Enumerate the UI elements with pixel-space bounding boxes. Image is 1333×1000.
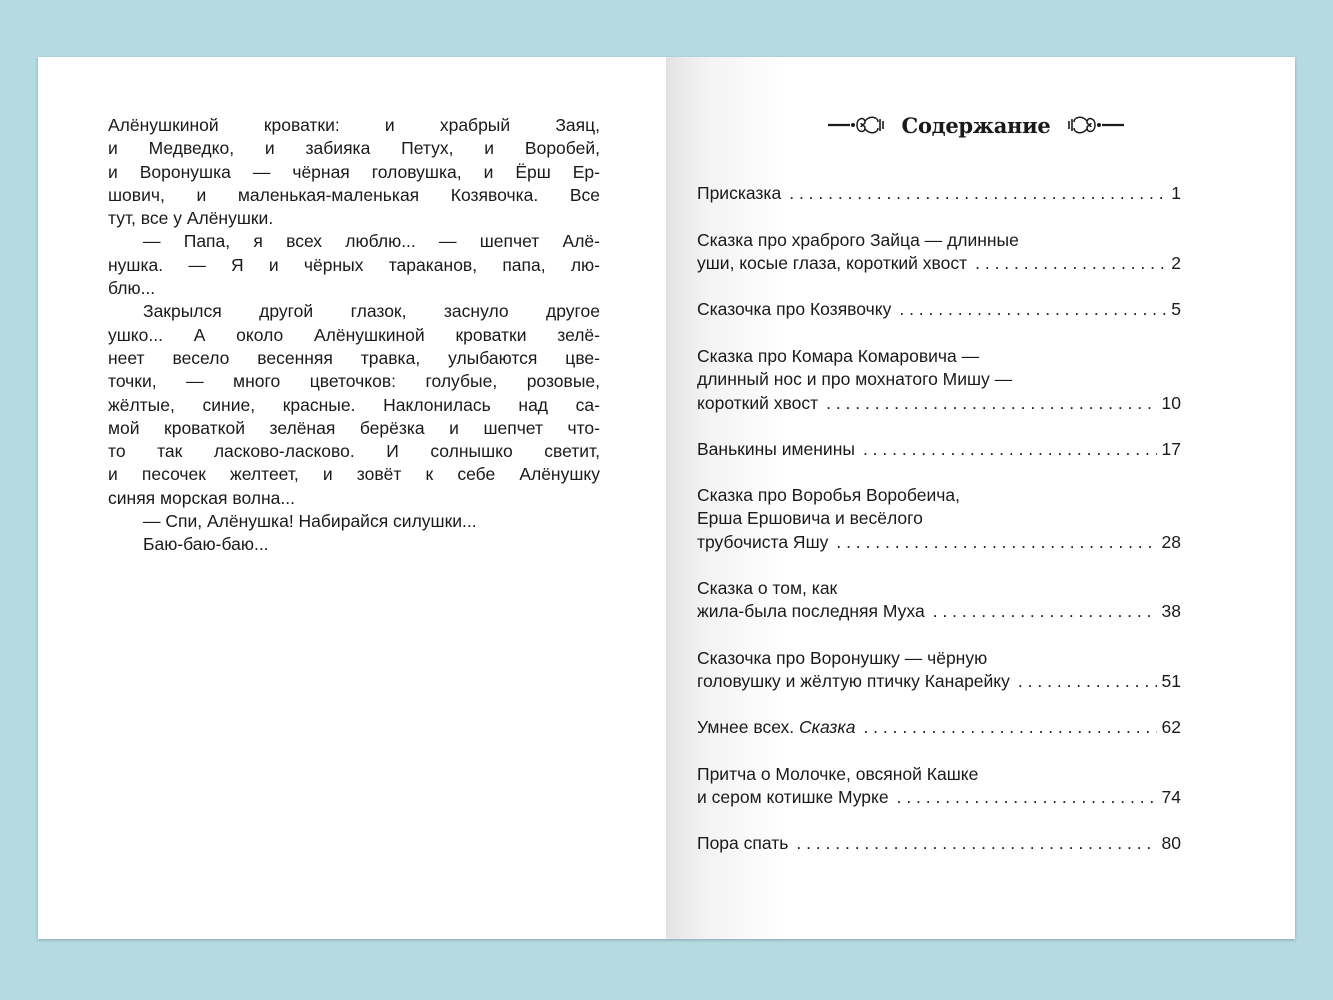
right-ornament-icon — [1064, 112, 1124, 138]
story-text — [108, 114, 600, 557]
toc-entry-page: 28 — [1161, 531, 1181, 552]
text-line: и Воронушка — чёрная головушка, и Ёрш Ер- — [108, 161, 600, 182]
toc-entry-2[interactable] — [697, 229, 1181, 276]
text-line: и Медведко, и забияка Петух, и Воробей, — [108, 138, 600, 159]
text-line: блю... — [108, 278, 156, 299]
toc-entry-title: жила-была последняя Муха — [697, 601, 925, 622]
toc-entry-4[interactable] — [697, 345, 1181, 415]
toc-entry-title: трубочиста Яшу — [697, 531, 829, 552]
toc-entry-10[interactable] — [697, 763, 1181, 810]
text-line: — Спи, Алёнушка! Набирайся силушки... — [143, 511, 477, 532]
left-ornament-icon — [828, 112, 888, 138]
toc-entry-title: и сером котишке Мурке — [697, 787, 889, 808]
toc-entry-5[interactable] — [697, 438, 1181, 461]
toc-entry-11[interactable] — [697, 832, 1181, 855]
toc-entry-title: уши, косые глаза, короткий хвост — [697, 253, 968, 274]
toc-header — [826, 107, 1126, 143]
toc-entry-title: Сказка про Воробья Воробеича, — [697, 485, 960, 505]
toc-entry-title: Ванькины именины — [697, 439, 855, 459]
toc-entry-title: Сказка про храброго Зайца — длинные — [697, 230, 1019, 250]
toc-entry-subtitle: Сказка — [799, 717, 856, 737]
toc-entry-title: Притча о Молочке, овсяной Кашке — [697, 764, 979, 784]
toc-entry-page: 38 — [1161, 601, 1181, 622]
toc-entry-page: 2 — [1171, 253, 1181, 274]
toc-entry-title: Сказочка про Воронушку — чёрную — [697, 648, 988, 668]
toc-entry-page: 10 — [1161, 392, 1181, 413]
toc-entry-page: 5 — [1171, 299, 1181, 319]
text-line: синяя морская волна... — [108, 487, 296, 508]
toc-entry-title: короткий хвост — [697, 392, 819, 413]
toc-entry-page: 74 — [1161, 787, 1181, 808]
toc-entry-7[interactable] — [697, 577, 1181, 624]
text-line: и песочек желтеет, и зовёт к себе Алёнушку — [108, 464, 600, 485]
toc-entry-title: головушку и жёлтую птичку Канарейку — [697, 671, 1010, 692]
text-line: тут, все у Алёнушки. — [108, 208, 274, 229]
toc-title: Содержание — [901, 112, 1051, 138]
toc-entry-title: длинный нос и про мохнатого Мишу — — [697, 369, 1013, 390]
text-line: — Папа, я всех люблю... — шепчет Алё- — [143, 231, 600, 252]
toc-entry-title: Сказка про Комара Комаровича — — [697, 346, 980, 366]
text-line: Закрылся другой глазок, заснуло другое — [143, 301, 600, 322]
toc-entry-page: 62 — [1161, 717, 1181, 737]
toc-entry-title: Присказка — [697, 183, 782, 203]
text-line: Баю-баю-баю... — [143, 534, 269, 555]
toc-entry-page: 1 — [1171, 183, 1181, 203]
toc-entry-page: 51 — [1161, 671, 1181, 692]
text-line: мой кроваткой зелёная берёзка и шепчет что- — [108, 417, 600, 438]
text-line: точки, — много цветочков: голубые, розовые, — [108, 371, 600, 392]
toc-entry-page: 17 — [1161, 439, 1181, 459]
left-page — [38, 57, 666, 939]
toc-entry-8[interactable] — [697, 647, 1181, 694]
toc-entry-title: Пора спать — [697, 833, 789, 853]
toc-entry-6[interactable] — [697, 484, 1181, 554]
text-line: ушко... А около Алёнушкиной кроватки зелё- — [108, 324, 600, 345]
text-line: Алёнушкиной кроватки: и храбрый Заяц, — [108, 115, 600, 135]
toc-entry-9[interactable] — [697, 716, 1181, 739]
text-line: то так ласково-ласково. И солнышко светит, — [108, 441, 600, 462]
toc-entry-page: 80 — [1161, 833, 1181, 853]
text-line: жёлтые, синие, красные. Наклонилась над са- — [108, 394, 600, 415]
toc-entry-1[interactable] — [697, 182, 1181, 205]
toc-entry-title: Сказка о том, как — [697, 578, 838, 598]
toc-entry-title: Ерша Ершовича и весёлого — [697, 508, 923, 529]
toc-entry-title: Умнее всех. — [697, 717, 795, 737]
text-line: шович, и маленькая-маленькая Козявочка. Все — [108, 184, 600, 205]
text-line: нушка. — Я и чёрных тараканов, папа, лю- — [108, 254, 600, 275]
text-line: неет весело весенняя травка, улыбаются цве- — [108, 347, 600, 368]
toc-entry-title: Сказочка про Козявочку — [697, 299, 892, 319]
toc-entry-3[interactable] — [697, 298, 1181, 321]
